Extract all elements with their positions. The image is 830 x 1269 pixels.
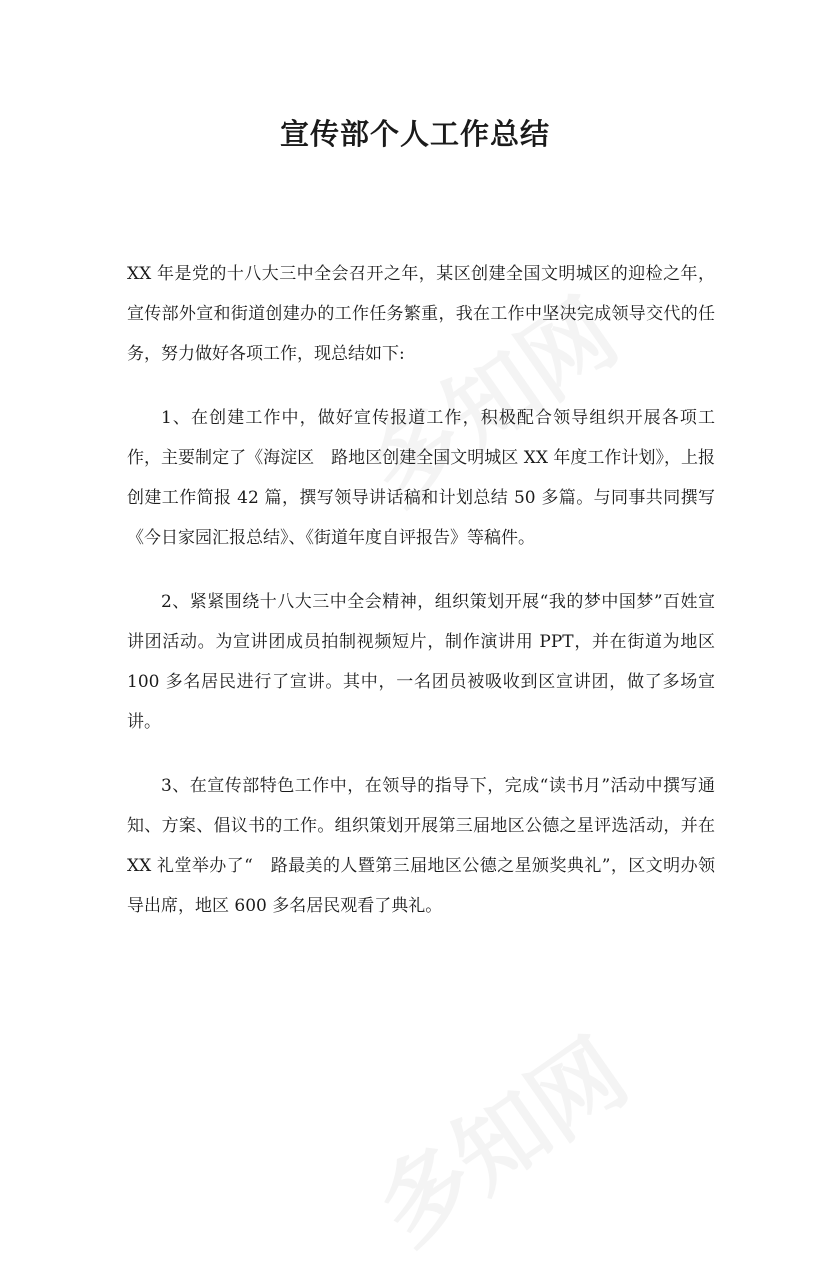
paragraph-item-1: 1、在创建工作中，做好宣传报道工作，积极配合领导组织开展各项工作，主要制定了《海淀区 路地区创建全国文明城区 XX 年度工作计划》，上报创建工作简报 42 篇，撰写领导讲话稿和计划总结 50 多篇。与同事共同撰写《今日家园汇报总结》、《街道年度自评报告》等稿件。 (127, 408, 715, 548)
watermark (347, 1003, 649, 1269)
paragraph-item-2: 2、紧紧围绕十八大三中全会精神，组织策划开展“我的梦中国梦”百姓宣讲团活动。为宣讲团成员拍制视频短片，制作演讲用 PPT，并在街道为地区 100 多名居民进行了宣讲。其中，一名团员被吸收到区宣讲团，做了多场宣讲。 (127, 592, 715, 732)
intro-paragraph: XX 年是党的十八大三中全会召开之年，某区创建全国文明城区的迎检之年，宣传部外宣和街道创建办的工作任务繁重，我在工作中坚决完成领导交代的任务，努力做好各项工作，现总结如下: (127, 264, 715, 364)
page-title: 宣传部个人工作总结 (279, 117, 550, 151)
paragraph-item-3: 3、在宣传部特色工作中，在领导的指导下，完成“读书月”活动中撰写通知、方案、倡议书的工作。组织策划开展第三届地区公德之星评选活动，并在 XX 礼堂举办了“ 路最美的人暨第三届地区公德之星颁奖典礼”，区文明办领导出席，地区 600 多名居民观看了典礼。 (127, 776, 715, 916)
document-body (127, 254, 715, 950)
